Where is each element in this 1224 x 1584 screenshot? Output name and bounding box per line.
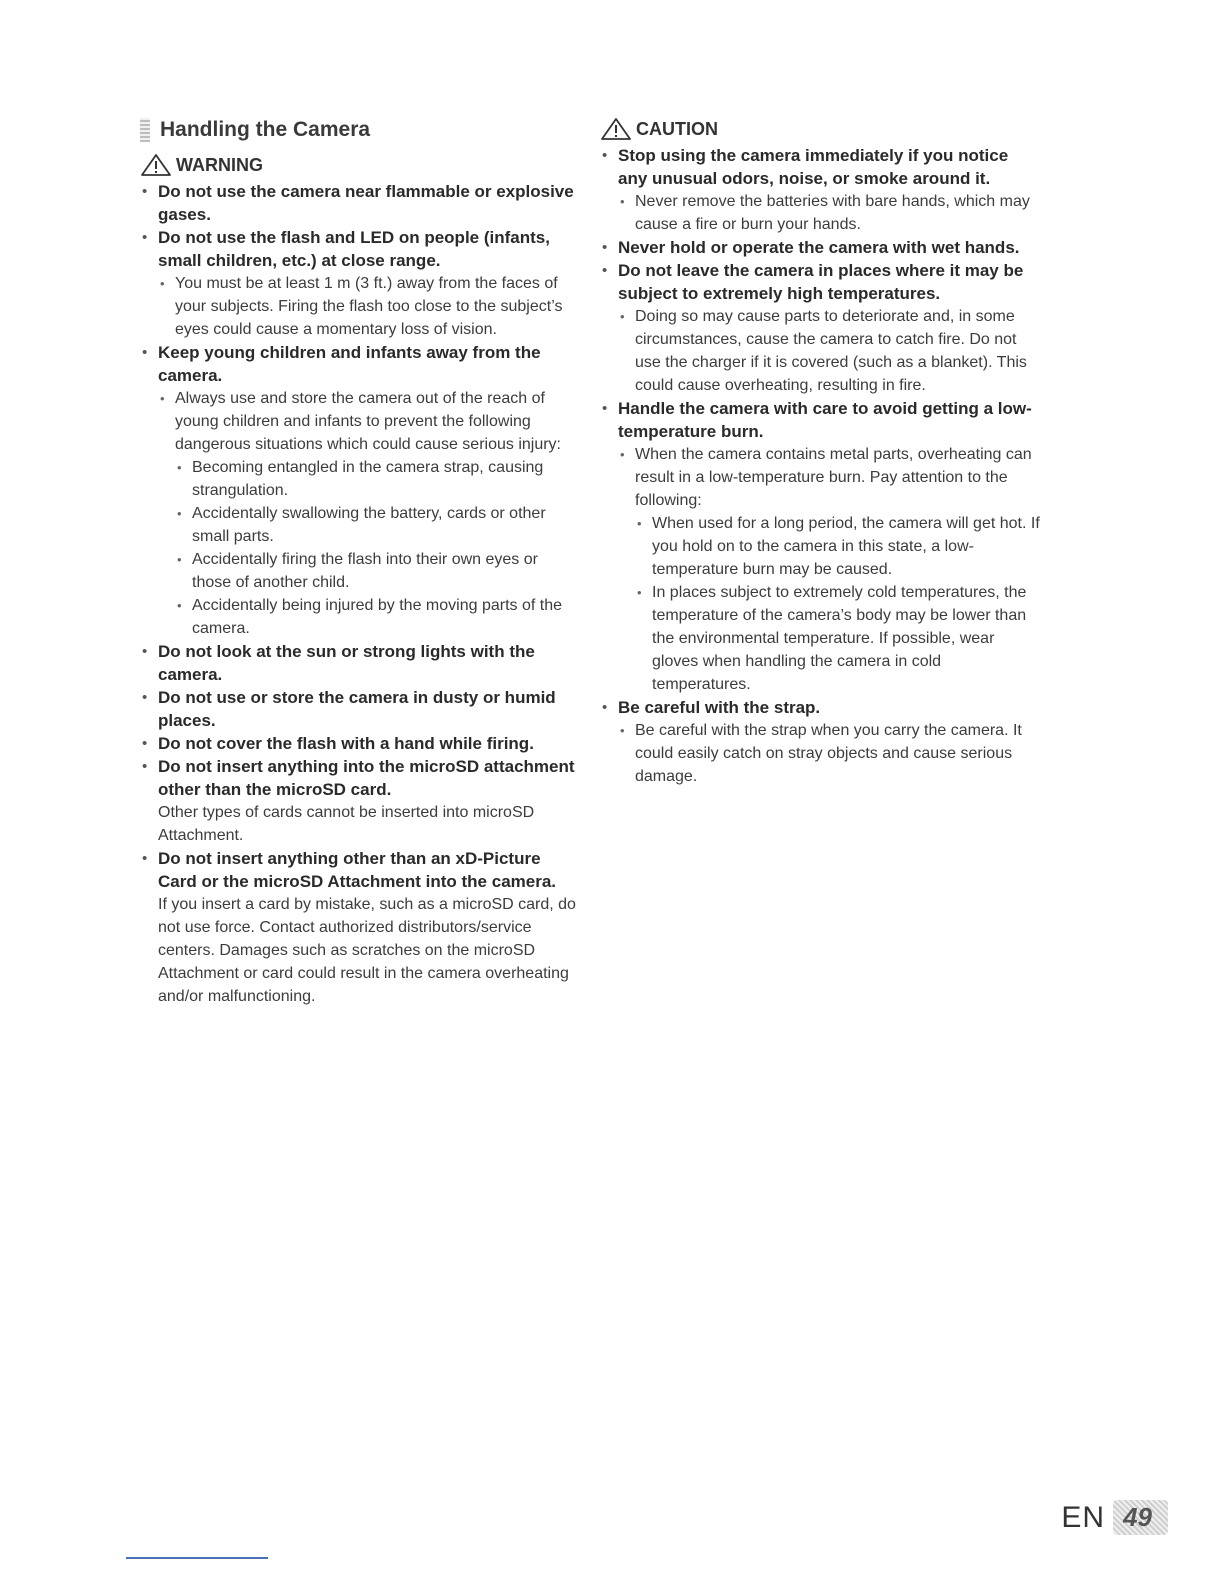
subsub-item: • Accidentally firing the flash into their own eyes or those of another child. (175, 548, 580, 594)
list-item (600, 259, 1040, 397)
page-footer (1061, 1500, 1168, 1535)
list-item (140, 341, 580, 640)
sub-item (618, 443, 1040, 696)
item-title: • Do not leave the camera in places where it may be subject to extremely high temperatures. (618, 261, 1024, 303)
right-column (600, 116, 1040, 788)
page-number: 49 (1113, 1500, 1168, 1535)
section-title (140, 116, 580, 144)
left-column (140, 116, 580, 1008)
section-title-text: Handling the Camera (160, 118, 371, 141)
list-item (600, 144, 1040, 236)
sub-list (158, 272, 580, 341)
subsub-item: • Becoming entangled in the camera strap, causing strangulation. (175, 456, 580, 502)
item-title: • Do not look at the sun or strong lights with the camera. (158, 642, 535, 684)
list-item (600, 696, 1040, 788)
item-title: • Do not insert anything into the microSD attachment other than the microSD card. (158, 757, 575, 799)
list-item (140, 180, 580, 226)
sub-list (158, 387, 580, 640)
subsub-item: • When used for a long period, the camera will get hot. If you hold on to the camera in this state, a low-temperature burn may be caused. (635, 512, 1040, 581)
list-item (140, 686, 580, 732)
language-code: EN (1061, 1500, 1106, 1534)
item-title: • Do not use the flash and LED on people (infants, small children, etc.) at close range. (158, 228, 550, 270)
caution-heading-text: CAUTION (636, 118, 718, 139)
item-text: Other types of cards cannot be inserted into microSD Attachment. (158, 804, 535, 844)
section-marker-icon (140, 118, 150, 142)
item-title: • Do not use or store the camera in dusty or humid places. (158, 688, 556, 730)
caution-triangle-icon (600, 117, 632, 141)
sub-item (158, 387, 580, 640)
list-item (140, 732, 580, 755)
sub-item: • Never remove the batteries with bare hands, which may cause a fire or burn your hands. (618, 190, 1040, 236)
sub-item: • Doing so may cause parts to deteriorate and, in some circumstances, cause the camera to catch fire. Do not use the charger if it is covered (such as a blanket). This could cause overheating, resulting in fire. (618, 305, 1040, 397)
warning-heading (140, 152, 580, 178)
sub-list (618, 443, 1040, 696)
subsub-item: • Accidentally being injured by the moving parts of the camera. (175, 594, 580, 640)
subsub-item: • In places subject to extremely cold temperatures, the temperature of the camera’s body may be lower than the environmental temperature. If possible, wear gloves when handling the camera in cold temperatures. (635, 581, 1040, 696)
sub-item: • You must be at least 1 m (3 ft.) away from the faces of your subjects. Firing the flash too close to the subject’s eyes could cause a momentary loss of vision. (158, 272, 580, 341)
item-title: • Never hold or operate the camera with wet hands. (618, 238, 1020, 257)
sub-list (618, 719, 1040, 788)
sub-list (618, 305, 1040, 397)
item-title: • Keep young children and infants away from the camera. (158, 343, 541, 385)
warning-triangle-icon (140, 153, 172, 177)
subsub-list (175, 456, 580, 640)
list-item (140, 640, 580, 686)
sub-item-text: • When the camera contains metal parts, overheating can result in a low-temperature burn. Pay attention to the following: (635, 446, 1032, 509)
item-text: If you insert a card by mistake, such as a microSD card, do not use force. Contact authorized distributors/service centers. Damages such as scratches on the microSD Attachment or card could result in the camera overheating and/or malfunctioning. (158, 896, 576, 1005)
caution-list (600, 144, 1040, 788)
item-title: • Handle the camera with care to avoid getting a low-temperature burn. (618, 399, 1032, 441)
list-item (600, 397, 1040, 696)
item-title: • Do not use the camera near flammable or explosive gases. (158, 182, 574, 224)
warning-heading-text: WARNING (176, 154, 263, 175)
item-title: • Stop using the camera immediately if you notice any unusual odors, noise, or smoke around it. (618, 146, 1009, 188)
sub-item: • Be careful with the strap when you carry the camera. It could easily catch on stray objects and cause serious damage. (618, 719, 1040, 788)
list-item (140, 226, 580, 341)
item-title: • Be careful with the strap. (618, 698, 821, 717)
sub-list (618, 190, 1040, 236)
warning-list (140, 180, 580, 1008)
list-item (600, 236, 1040, 259)
list-item (140, 847, 580, 1008)
item-title: • Do not cover the flash with a hand while firing. (158, 734, 534, 753)
bottom-rule (126, 1557, 268, 1559)
caution-heading (600, 116, 1040, 142)
subsub-item: • Accidentally swallowing the battery, cards or other small parts. (175, 502, 580, 548)
sub-item-text: • Always use and store the camera out of the reach of young children and infants to prevent the following dangerous situations which could cause serious injury: (175, 390, 561, 453)
subsub-list (635, 512, 1040, 696)
item-title: • Do not insert anything other than an xD-Picture Card or the microSD Attachment into the camera. (158, 849, 557, 891)
list-item (140, 755, 580, 847)
